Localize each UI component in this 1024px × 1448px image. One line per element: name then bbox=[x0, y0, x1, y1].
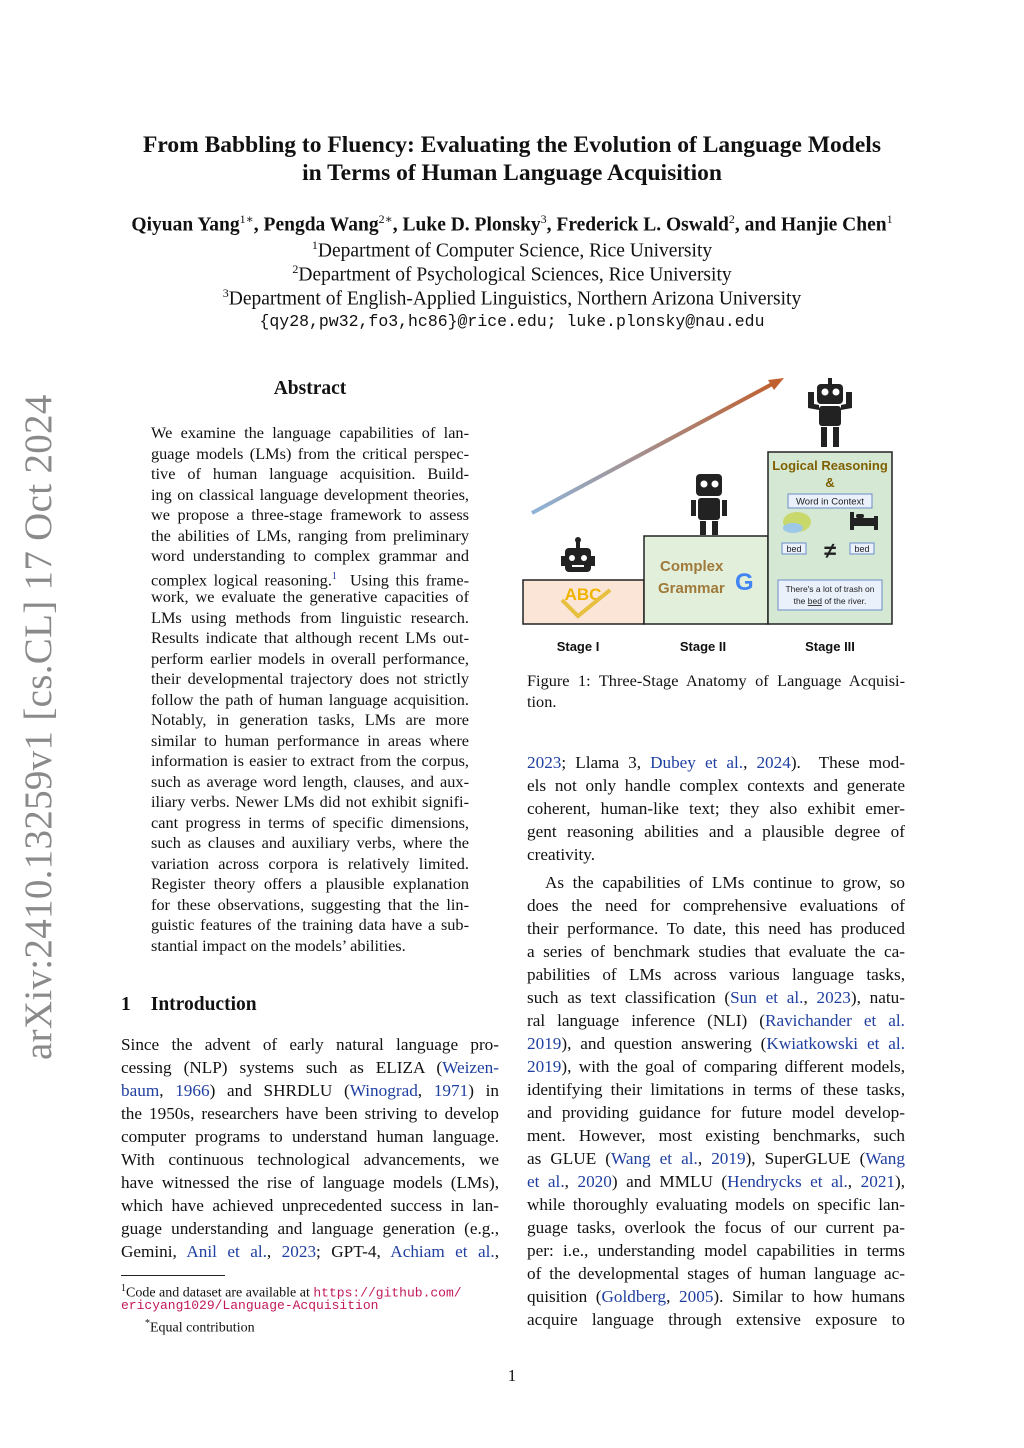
figure-caption-line: tion. bbox=[527, 692, 557, 711]
body-line bbox=[527, 1055, 905, 1078]
affiliation bbox=[100, 262, 924, 287]
footnote-url[interactable]: ericyang1029/Language-Acquisition bbox=[121, 1298, 379, 1313]
author-separator: , and bbox=[734, 214, 781, 236]
abstract-line: follow the path of human language acquisition. bbox=[151, 689, 469, 709]
author-name: Frederick L. Oswald bbox=[556, 214, 729, 236]
citation-link[interactable]: Kwiatkowski et al. bbox=[766, 1034, 905, 1053]
body-line: guage tasks, overlook the focus of our current pa- bbox=[527, 1218, 905, 1237]
stage1-label: Stage I bbox=[556, 639, 600, 654]
citation-link[interactable]: baum bbox=[121, 1081, 160, 1100]
citation-link[interactable]: 2020 bbox=[577, 1172, 612, 1191]
citation-link[interactable]: 2019 bbox=[527, 1057, 562, 1076]
body-line: et al., 2020) and MMLU (Hendrycks et al., 2021), bbox=[527, 1172, 906, 1191]
author-separator: , bbox=[546, 214, 557, 236]
body-text: ; Llama 3, bbox=[561, 753, 651, 772]
abstract-line: the abilities of LMs, ranging from preliminary bbox=[151, 525, 469, 545]
body-line bbox=[527, 1009, 905, 1032]
robot-large-icon bbox=[808, 378, 852, 447]
abstract-line: ing on classical language development theories, bbox=[151, 484, 469, 504]
affiliation bbox=[100, 286, 924, 311]
abstract-heading: Abstract bbox=[273, 378, 347, 399]
body-line: does the need for comprehensive evaluations of bbox=[527, 896, 905, 915]
stage1-abc-text: ABC bbox=[564, 585, 602, 604]
body-line: coherent, human-like text; they also exhibit emer- bbox=[527, 799, 905, 818]
intro-line: baum, 1966) and SHRDLU (Winograd, 1971) in bbox=[121, 1081, 499, 1100]
body-text: as GLUE ( bbox=[527, 1149, 611, 1168]
stage3-label: Stage III bbox=[805, 639, 855, 654]
abstract-line: information is easier to extract from the corpus, bbox=[151, 751, 469, 770]
abstract-line: their developmental trajectory does not strictly bbox=[151, 669, 469, 688]
author-sup: 1∗ bbox=[239, 212, 254, 226]
citation-link[interactable]: 2023 bbox=[816, 988, 851, 1007]
title-line-2: in Terms of Human Language Acquisition bbox=[302, 160, 722, 186]
body-text: ), SuperGLUE ( bbox=[745, 1149, 866, 1168]
affiliation-text: Department of Psychological Sciences, Rice University bbox=[298, 264, 732, 286]
abstract-line: Notably, in generation tasks, LMs are more bbox=[151, 710, 469, 729]
affiliation-text: Department of English-Applied Linguistics, Northern Arizona University bbox=[228, 288, 802, 310]
body-line: quisition (Goldberg, 2005). Similar to how humans bbox=[527, 1287, 905, 1306]
figure-caption bbox=[527, 670, 905, 712]
intro-text: ; GPT-4, bbox=[316, 1242, 391, 1261]
abstract-line: LMs using methods from linguistic research. bbox=[151, 607, 469, 627]
body-text: ). These mod- bbox=[790, 753, 905, 772]
author-separator: , bbox=[253, 214, 264, 236]
body-text: ) and MMLU ( bbox=[611, 1172, 728, 1191]
body-line: gent reasoning abilities and a plausible degree of bbox=[527, 822, 905, 841]
intro-line: With continuous technological advancements, we bbox=[121, 1150, 499, 1169]
page-number: 1 bbox=[507, 1366, 517, 1385]
stage2-text-line1: Complex bbox=[660, 558, 724, 575]
figure-three-stage-diagram bbox=[510, 370, 910, 660]
example-sentence-bed: bed bbox=[807, 596, 822, 606]
bed-word-1: bed bbox=[786, 544, 802, 554]
footnote-mark[interactable]: 1 bbox=[331, 570, 337, 582]
citation-link[interactable]: 2023 bbox=[527, 753, 562, 772]
abstract-line: word understanding to complex grammar and bbox=[151, 546, 469, 565]
citation-link[interactable]: et al. bbox=[527, 1172, 565, 1191]
abstract-line: tive of human language acquisition. Build- bbox=[151, 464, 469, 483]
footnote-rule bbox=[121, 1275, 225, 1276]
stage3-title-line1: Logical Reasoning bbox=[772, 458, 888, 473]
body-text: ), and question answering ( bbox=[561, 1034, 767, 1053]
citation-link[interactable]: Sun et al. bbox=[730, 988, 804, 1007]
example-sentence-line1: There's a lot of trash on bbox=[785, 584, 875, 594]
intro-line: which have achieved unprecedented success in lan- bbox=[121, 1196, 499, 1215]
affiliation-sup: 3 bbox=[222, 286, 229, 300]
abstract-line: guage models (LMs) from the critical perspec- bbox=[151, 443, 469, 463]
body-text: quisition ( bbox=[527, 1287, 602, 1306]
author-sup: 3 bbox=[540, 212, 547, 226]
body-text: ), bbox=[895, 1172, 906, 1191]
body-line: identifying their limitations in terms of these tasks, bbox=[527, 1080, 905, 1099]
example-sentence-text: the bbox=[793, 596, 808, 606]
abstract-line: for these observations, suggesting that the lin- bbox=[151, 894, 469, 914]
body-text: such as text classification ( bbox=[527, 988, 731, 1007]
body-text: ), natu- bbox=[850, 988, 905, 1007]
citation-link[interactable]: Goldberg bbox=[601, 1287, 667, 1306]
intro-text: , bbox=[494, 1242, 499, 1261]
not-equal-icon: ≠ bbox=[823, 538, 837, 563]
intro-line: guage understanding and language generation (e.g., bbox=[121, 1219, 499, 1238]
body-line: acquire language through extensive exposure to bbox=[527, 1310, 905, 1329]
stage2-text-line2: Grammar bbox=[658, 580, 725, 597]
stage3-title-line2: & bbox=[825, 475, 835, 490]
intro-line: have witnessed the rise of language models (LMs), bbox=[121, 1173, 499, 1192]
citation-link[interactable]: 2024 bbox=[756, 753, 791, 772]
abstract-line bbox=[151, 567, 469, 587]
abstract-line: cant progress in terms of specific dimensions, bbox=[151, 812, 469, 832]
body-line: while thoroughly evaluating models on specific lan- bbox=[527, 1195, 905, 1214]
affiliation-sup: 2 bbox=[292, 262, 299, 276]
abstract-line: stantial impact on the models’ abilities. bbox=[151, 935, 406, 955]
intro-line: Gemini, Anil et al., 2023; GPT-4, Achiam et al., bbox=[121, 1242, 499, 1261]
citation-link[interactable]: Hendrycks et al. bbox=[727, 1172, 848, 1191]
abstract-line: iliary verbs. Newer LMs did not exhibit signifi- bbox=[151, 792, 469, 811]
intro-line: the 1950s, researchers have been striving to develop bbox=[121, 1104, 499, 1123]
abstract-line: work, we evaluate the generative capacities of bbox=[151, 587, 469, 606]
footnote-1-cont bbox=[121, 1297, 378, 1315]
intro-line: computer programs to understand human language. bbox=[121, 1127, 499, 1146]
intro-text: Gemini, bbox=[121, 1242, 187, 1261]
section-number: 1 bbox=[121, 994, 131, 1015]
figure-caption-line: Figure 1: Three-Stage Anatomy of Language Acquisi- bbox=[527, 671, 905, 690]
body-line: pabilities of LMs across various language tasks, bbox=[527, 965, 905, 984]
intro-text: ) and SHRDLU ( bbox=[209, 1081, 350, 1100]
affiliation bbox=[100, 238, 924, 263]
citation-link[interactable]: 2021 bbox=[860, 1172, 895, 1191]
progress-arrowhead bbox=[768, 378, 784, 390]
body-line: and providing guidance for future model develop- bbox=[527, 1103, 905, 1122]
author-name: Qiyuan Yang bbox=[131, 214, 240, 236]
affiliation-text: Department of Computer Science, Rice University bbox=[317, 240, 713, 262]
citation-link[interactable]: 2023 bbox=[281, 1242, 317, 1261]
wic-label: Word in Context bbox=[796, 496, 864, 508]
footnote-mark: 1 bbox=[121, 1283, 126, 1294]
citation-link[interactable]: 1971 bbox=[433, 1081, 469, 1100]
citation-link[interactable]: 2005 bbox=[679, 1287, 714, 1306]
citation-link[interactable]: Ravichander et al. bbox=[764, 1011, 905, 1030]
arxiv-stamp: arXiv:2410.13259v1 [cs.CL] 17 Oct 2024 bbox=[17, 394, 60, 1060]
footnote-url[interactable]: https://github.com/ bbox=[313, 1285, 462, 1301]
body-line: els not only handle complex contexts and generate bbox=[527, 776, 905, 795]
citation-link[interactable]: 1966 bbox=[175, 1081, 210, 1100]
section-heading-introduction bbox=[121, 994, 257, 1016]
citation-link[interactable]: Weizen- bbox=[442, 1058, 499, 1077]
body-line: creativity. bbox=[527, 845, 596, 864]
intro-text: cessing (NLP) systems such as ELIZA ( bbox=[121, 1058, 443, 1077]
example-sentence-text: of the river. bbox=[821, 596, 867, 606]
author-sup: 1 bbox=[886, 212, 893, 226]
body-text: ral language inference (NLI) ( bbox=[527, 1011, 765, 1030]
body-line bbox=[527, 1032, 905, 1055]
grammarly-g-icon: G bbox=[735, 569, 754, 596]
author-name: Hanjie Chen bbox=[780, 214, 887, 236]
abstract-text: Using this frame- bbox=[336, 569, 469, 589]
abstract-text: complex logical reasoning. bbox=[151, 569, 332, 589]
title-line-1: From Babbling to Fluency: Evaluating the Evolution of Language Models bbox=[143, 132, 881, 158]
body-line: ment. However, most existing benchmarks, such bbox=[527, 1126, 905, 1145]
author-name: Pengda Wang bbox=[263, 214, 379, 236]
citation-link[interactable]: Wang et al. bbox=[610, 1149, 698, 1168]
author-line bbox=[80, 212, 944, 237]
body-line: of the developmental stages of human language ac- bbox=[527, 1264, 905, 1283]
footnote-2 bbox=[145, 1315, 255, 1338]
intro-text: ) in bbox=[468, 1081, 499, 1100]
body-line: such as text classification (Sun et al., 2023), natu- bbox=[527, 988, 905, 1007]
abstract-line: such as average word length, clauses, and aux- bbox=[151, 771, 469, 791]
paper-title bbox=[100, 131, 924, 187]
citation-link[interactable]: Winograd bbox=[349, 1081, 418, 1100]
body-line: As the capabilities of LMs continue to grow, so bbox=[545, 873, 905, 892]
affiliation-sup: 1 bbox=[311, 238, 318, 252]
footnote-text: Code and dataset are available at bbox=[126, 1285, 314, 1301]
progress-arrow bbox=[532, 382, 776, 513]
section-title: Introduction bbox=[150, 994, 257, 1015]
robot-small-icon bbox=[561, 537, 595, 572]
stage2-label: Stage II bbox=[679, 639, 727, 654]
citation-link[interactable]: 2019 bbox=[527, 1034, 562, 1053]
abstract-line: we propose a three-stage framework to assess bbox=[151, 505, 469, 524]
example-sentence-line2 bbox=[794, 596, 867, 606]
footnote-mark: * bbox=[145, 1318, 150, 1329]
abstract-line: variation across corpora is relatively limited. bbox=[151, 853, 469, 873]
abstract-line: perform earlier models in overall performance, bbox=[151, 648, 469, 668]
author-sup: 2∗ bbox=[378, 212, 393, 226]
citation-link[interactable]: Dubey et al. bbox=[650, 753, 744, 772]
author-name: Luke D. Plonsky bbox=[402, 214, 541, 236]
author-separator: , bbox=[392, 214, 403, 236]
abstract-line: Results indicate that although recent LMs out- bbox=[151, 628, 469, 647]
body-line: a series of benchmark studies that evaluate the ca- bbox=[527, 942, 905, 961]
abstract-line: similar to human performance in areas where bbox=[151, 730, 469, 750]
emails: {qy28,pw32,fo3,hc86}@rice.edu; luke.plonsky@nau.edu bbox=[259, 312, 765, 331]
author-sup: 2 bbox=[728, 212, 735, 226]
body-line: per: i.e., understanding model capabilities in terms bbox=[527, 1241, 905, 1260]
body-line: their performance. To date, this need has produced bbox=[527, 919, 905, 938]
intro-line bbox=[121, 1056, 499, 1079]
body-line: as GLUE (Wang et al., 2019), SuperGLUE (Wang bbox=[527, 1149, 905, 1168]
body-text: ), with the goal of comparing different models, bbox=[561, 1057, 905, 1076]
bed-word-2: bed bbox=[854, 544, 870, 554]
body-line: 2023; Llama 3, Dubey et al., 2024). These mod- bbox=[527, 753, 905, 772]
abstract-line: such as clauses and auxiliary verbs, where the bbox=[151, 833, 469, 852]
abstract-line: We examine the language capabilities of lan- bbox=[151, 423, 469, 442]
citation-link[interactable]: Wang bbox=[865, 1149, 905, 1168]
robot-medium-icon bbox=[691, 474, 727, 535]
body-text: ). Similar to how humans bbox=[713, 1287, 905, 1306]
abstract-line: Register theory offers a plausible explanation bbox=[151, 874, 469, 893]
abstract-line: guistic features of the training data have a sub- bbox=[151, 915, 469, 934]
citation-link[interactable]: Anil et al. bbox=[186, 1242, 267, 1261]
citation-link[interactable]: 2019 bbox=[711, 1149, 746, 1168]
citation-link[interactable]: Achiam et al. bbox=[390, 1242, 495, 1261]
intro-line: Since the advent of early natural language pro- bbox=[121, 1035, 499, 1054]
footnote-text: Equal contribution bbox=[150, 1320, 255, 1336]
